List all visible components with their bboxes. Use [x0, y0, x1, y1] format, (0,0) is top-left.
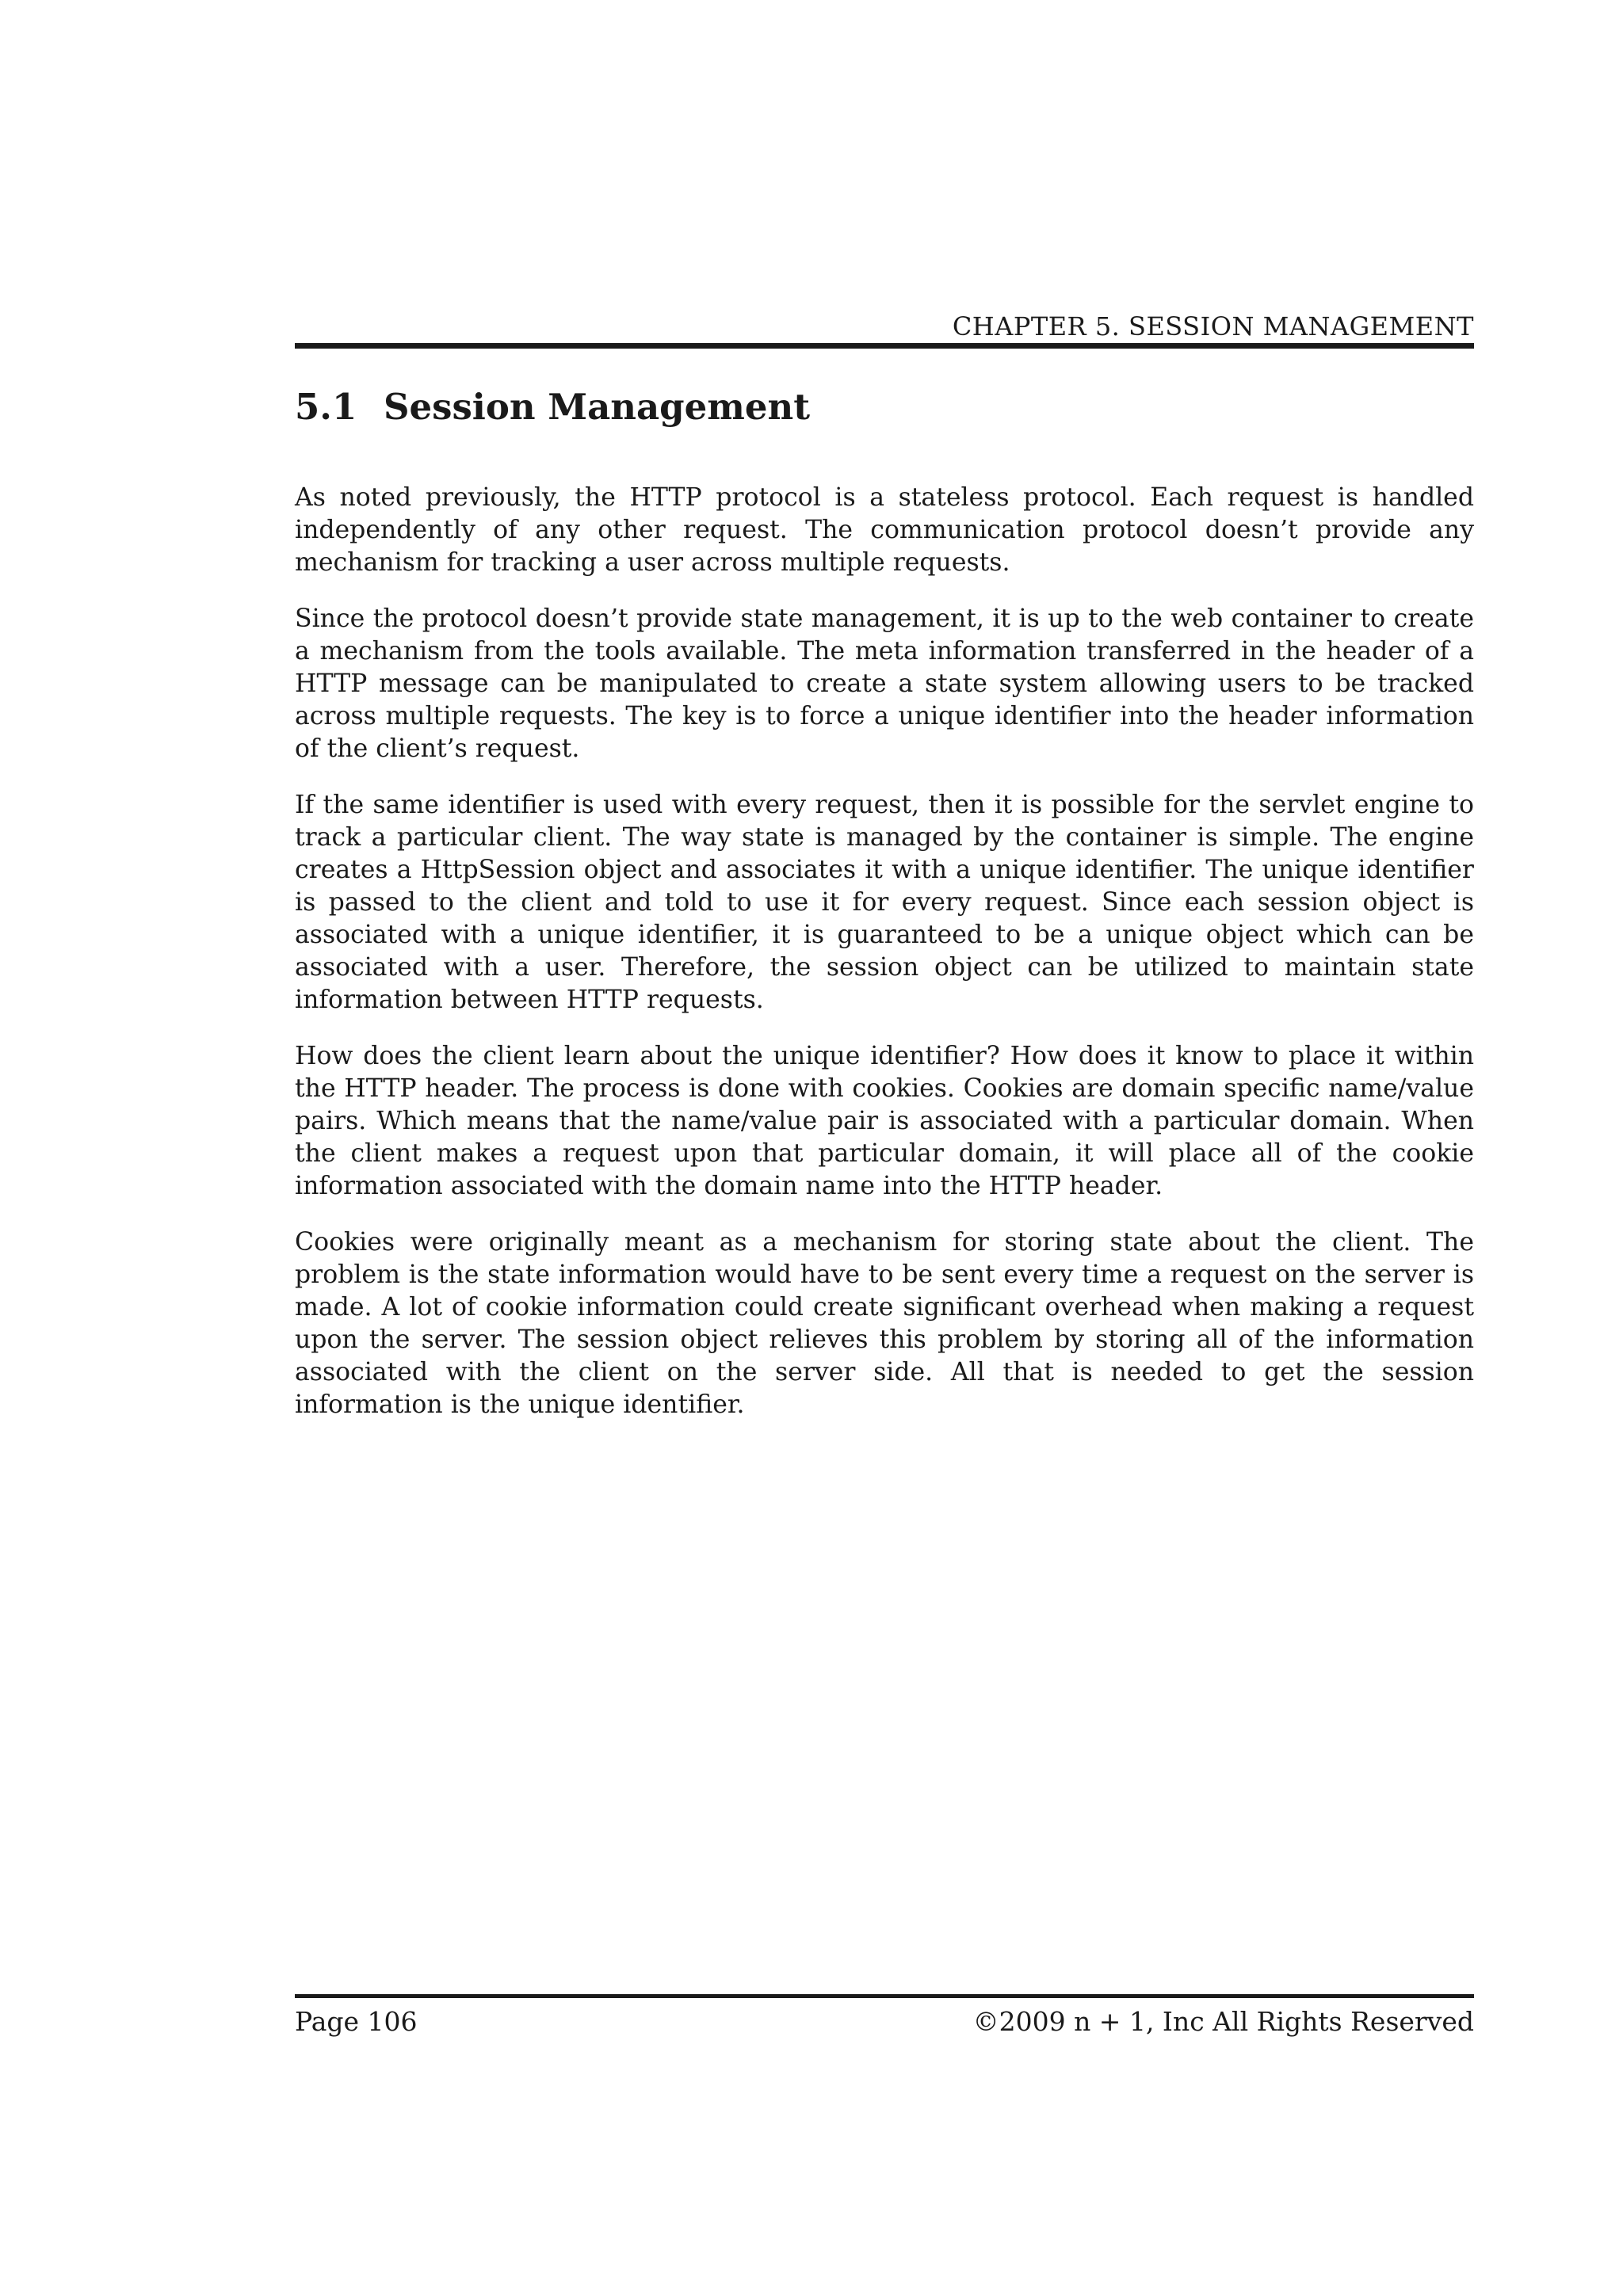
paragraph: Since the protocol doesn’t provide state management, it is up to the web container to create a mechanism from the tools available. The meta information transferred in the header of a HTTP message can be manipulated to create a state system allowing users to be tracked across multiple requests. The key is to force a unique identifier into the header information of the client’s request.	[295, 605, 1474, 763]
page-footer	[295, 2004, 1474, 2039]
body-text	[295, 482, 1474, 1445]
header-rule	[295, 343, 1474, 349]
section-number: 5.1	[295, 386, 357, 428]
paragraph: If the same identifier is used with every request, then it is possible for the servlet engine to track a particular client. The way state is managed by the container is simple. The engine creates a HttpSession object and associates it with a unique identifier. The unique identifier is passed to the client and told to use it for every request. Since each session object is associated with a unique identifier, it is guaranteed to be a unique object which can be associated with a user. Therefore, the session object can be utilized to maintain state information between HTTP requests.	[295, 791, 1474, 1014]
footer-rule	[295, 1994, 1474, 1998]
page-number: Page 106	[295, 2006, 418, 2037]
section-heading	[295, 385, 1474, 429]
copyright-notice: ©2009 n + 1, Inc All Rights Reserved	[972, 2006, 1474, 2037]
paragraph: How does the client learn about the unique identifier? How does it know to place it within the HTTP header. The process is done with cookies. Cookies are domain specific name/value pairs. Which means that the name/value pair is associated with a particular domain. When the client makes a request upon that particular domain, it will place all of the cookie information associated with the domain name into the HTTP header.	[295, 1042, 1474, 1200]
paragraph: Cookies were originally meant as a mechanism for storing state about the client. The problem is the state information would have to be sent every time a request on the server is made. A lot of cookie information could create significant overhead when making a request upon the server. The session object relieves this problem by storing all of the information associated with the client on the server side. All that is needed to get the session information is the unique identifier.	[295, 1228, 1474, 1419]
paragraph: As noted previously, the HTTP protocol is a stateless protocol. Each request is handled independently of any other request. The communication protocol doesn’t provide any mechanism for tracking a user across multiple requests.	[295, 483, 1474, 577]
section-title: Session Management	[384, 386, 810, 428]
running-header: CHAPTER 5. SESSION MANAGEMENT	[952, 311, 1474, 341]
